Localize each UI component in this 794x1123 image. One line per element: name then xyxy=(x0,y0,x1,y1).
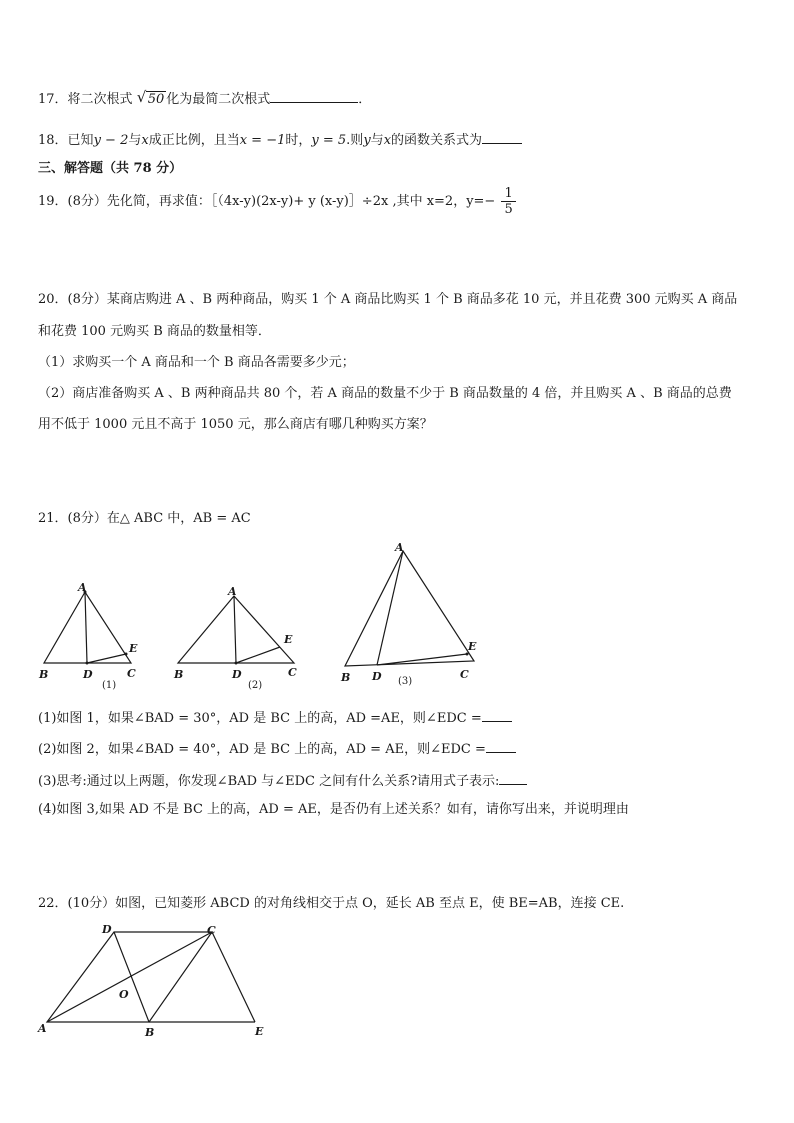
answer-blank[interactable] xyxy=(270,88,358,103)
label-a: A xyxy=(395,541,404,554)
question-22-line: 22．(10分）如图，已知菱形 ABCD 的对角线相交于点 O，延长 AB 至点 E，使 BE=AB，连接 CE. xyxy=(38,896,625,911)
q19-text: (8分）先化简，再求值：［（4x-y)(2x-y)+ y (x-y)］÷2x ,其中 x=2，y=− xyxy=(67,194,496,209)
label-d: D xyxy=(232,668,242,681)
q17-radicand: 50 xyxy=(147,92,165,107)
figure-caption: (3) xyxy=(398,676,413,687)
fraction-numerator: 1 xyxy=(501,186,515,202)
label-a: A xyxy=(78,581,87,594)
fraction xyxy=(501,186,515,217)
fig3-segment-ad xyxy=(377,551,403,665)
label-b: B xyxy=(39,668,49,681)
section-title: 三、解答题（共 78 分） xyxy=(38,161,183,176)
fraction-denominator: 5 xyxy=(504,202,513,217)
question-21-part-3 xyxy=(38,770,527,791)
fig2-altitude xyxy=(234,596,236,663)
label-e: E xyxy=(284,633,293,646)
fig3-triangle xyxy=(345,551,474,666)
q18-text-b: 与 xyxy=(128,133,142,148)
label-o: O xyxy=(119,988,129,1001)
q18-text-f: 与 xyxy=(370,133,384,148)
label-d: D xyxy=(372,670,382,683)
label-e: E xyxy=(255,1025,264,1038)
q18-text-e: .则 xyxy=(346,133,364,148)
sqrt-expression: √ 50 xyxy=(136,88,165,107)
question-20-part: （1）求购买一个 A 商品和一个 B 商品各需要多少元； xyxy=(38,355,355,370)
question-20-line: 20．(8分）某商店购进 A 、B 两种商品，购买 1 个 A 商品比购买 1 个 B 商品多花 10 元，并且花费 300 元购买 A 商品 xyxy=(38,292,738,307)
q18-cond-2: y = 5 xyxy=(311,133,347,148)
q18-text-d: 时， xyxy=(285,133,312,148)
label-d: D xyxy=(102,923,112,936)
question-19 xyxy=(38,186,516,217)
label-c: C xyxy=(288,666,297,679)
q18-text-g: 的函数关系式为 xyxy=(391,133,483,148)
q19-number: 19． xyxy=(38,194,68,209)
label-b: B xyxy=(145,1026,155,1039)
fig1-triangle xyxy=(44,592,131,663)
q18-var-y: y xyxy=(363,133,371,148)
q17-end: ． xyxy=(358,92,372,107)
label-a: A xyxy=(38,1022,47,1035)
q21-part-text: (2)如图 2，如果∠BAD = 40°，AD 是 BC 上的高，AD = AE，则∠EDC = xyxy=(38,742,486,757)
label-c: C xyxy=(460,668,469,681)
question-20-line: 用不低于 1000 元且不高于 1050 元，那么商店有哪几种购买方案？ xyxy=(38,417,433,432)
question-21-part-4: (4)如图 3,如果 AD 不是 BC 上的高，AD = AE，是否仍有上述关系？如有，请你写出来，并说明理由 xyxy=(38,802,629,817)
answer-blank[interactable] xyxy=(482,129,522,144)
answer-blank[interactable] xyxy=(499,770,527,785)
rhombus-figure xyxy=(30,918,280,1043)
label-e: E xyxy=(129,642,138,655)
q18-expr: y − 2 xyxy=(93,133,129,148)
triangle-figures xyxy=(30,540,490,695)
segment-ce xyxy=(212,932,255,1022)
label-a: A xyxy=(228,585,237,598)
fig2-segment-de xyxy=(236,647,280,663)
question-18 xyxy=(38,129,522,150)
figure-caption: (1) xyxy=(102,680,117,691)
fig1-segment-de xyxy=(87,654,126,663)
label-b: B xyxy=(174,668,184,681)
label-d: D xyxy=(83,668,93,681)
question-21-part-1 xyxy=(38,707,512,728)
label-e: E xyxy=(468,640,477,653)
label-b: B xyxy=(341,671,351,684)
diagonal-bd xyxy=(114,932,149,1022)
figure-caption: (2) xyxy=(248,680,263,691)
q17-text-b: 化为最简二次根式 xyxy=(166,92,271,107)
q17-text: 将二次根式 xyxy=(67,92,133,107)
question-20-line: 和花费 100 元购买 B 商品的数量相等． xyxy=(38,324,271,339)
question-20-part: （2）商店准备购买 A 、B 两种商品共 80 个，若 A 商品的数量不少于 B 商品数量的 4 倍，并且购买 A 、B 商品的总费 xyxy=(38,386,732,401)
q18-number: 18． xyxy=(38,133,68,148)
q18-var: x xyxy=(141,133,149,148)
q21-part-text: (3)思考:通过以上两题，你发现∠BAD 与∠EDC 之间有什么关系?请用式子表示: xyxy=(38,774,500,789)
q18-text-c: 成正比例，且当 xyxy=(148,133,240,148)
q18-cond: x = −1 xyxy=(239,133,286,148)
label-c: C xyxy=(207,924,216,937)
q21-part-text: (1)如图 1，如果∠BAD = 30°，AD 是 BC 上的高，AD =AE，则∠EDC = xyxy=(38,711,482,726)
answer-blank[interactable] xyxy=(482,707,512,722)
question-21-part-2 xyxy=(38,738,516,759)
label-c: C xyxy=(127,667,136,680)
q18-text: 已知 xyxy=(67,133,94,148)
q18-var-x: x xyxy=(383,133,392,148)
question-21-line: 21．(8分）在△ ABC 中，AB = AC xyxy=(38,511,251,526)
question-17 xyxy=(38,88,371,109)
q17-number: 17． xyxy=(38,92,68,107)
fig1-altitude xyxy=(85,592,87,663)
answer-blank[interactable] xyxy=(486,738,516,753)
diagonal-ac xyxy=(47,932,212,1022)
